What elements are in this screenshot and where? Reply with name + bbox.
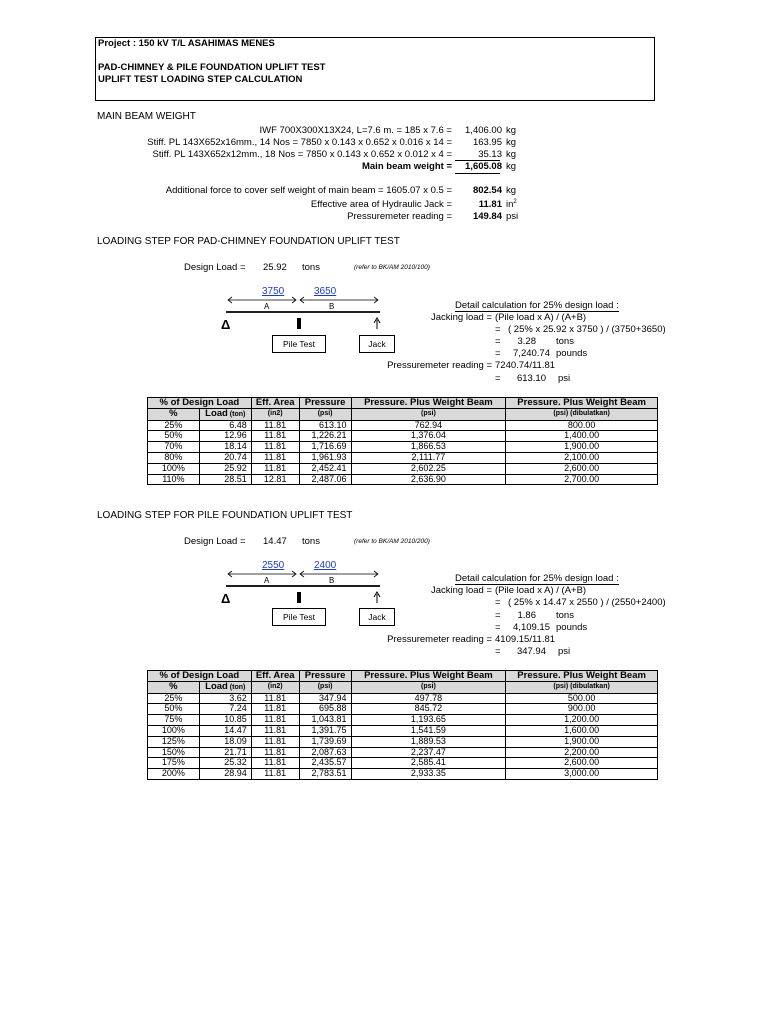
- table-cell: 2,452.41: [299, 463, 351, 474]
- jack-area-value: 11.81: [478, 199, 502, 210]
- table-cell: 1,400.00: [506, 431, 658, 442]
- table-cell: 1,391.75: [299, 725, 351, 736]
- table-cell: 20.74: [199, 452, 251, 463]
- beam-row-unit: kg: [506, 149, 517, 160]
- section1-heading: LOADING STEP FOR PAD-CHIMNEY FOUNDATION UPLIFT TEST: [97, 236, 400, 247]
- pressure-desc: Pressuremeter reading =: [347, 211, 452, 222]
- table-cell: 1,900.00: [506, 442, 658, 453]
- jacking-tons-unit: tons: [556, 610, 574, 621]
- document-subtitle: UPLIFT TEST LOADING STEP CALCULATION: [98, 74, 303, 85]
- table-cell: 28.51: [199, 474, 251, 485]
- beam-row-desc: IWF 700X300X13X24, L=7.6 m. = 185 x 7.6 =: [259, 125, 452, 136]
- table-cell: 2,487.06: [299, 474, 351, 485]
- table-cell: 11.81: [251, 452, 299, 463]
- beam-row-value: 1,406.00: [465, 125, 502, 136]
- eq-sign: =: [495, 336, 501, 347]
- table-cell: 497.78: [351, 693, 506, 704]
- col-subheader: %: [148, 681, 200, 693]
- table-cell: 18.09: [199, 736, 251, 747]
- pressuremeter-psi-value: 613.10: [516, 373, 546, 384]
- eq-sign: =: [495, 646, 501, 657]
- jacking-load-label: Jacking load =: [431, 585, 492, 596]
- table-cell: 28.94: [199, 769, 251, 780]
- col-subheader: (in2): [251, 681, 299, 693]
- project-title: Project : 150 kV T/L ASAHIMAS MENES: [98, 38, 275, 49]
- col-header: Eff. Area: [251, 398, 299, 409]
- table-cell: 11.81: [251, 747, 299, 758]
- col-subheader: (psi): [351, 408, 506, 420]
- table-cell: 347.94: [299, 693, 351, 704]
- col-header: % of Design Load: [148, 671, 252, 682]
- table-cell: 2,200.00: [506, 747, 658, 758]
- eq-sign: =: [495, 597, 501, 608]
- pressuremeter-psi-value: 347.94: [516, 646, 546, 657]
- col-subheader: (in2): [251, 408, 299, 420]
- main-beam-heading: MAIN BEAM WEIGHT: [97, 111, 196, 122]
- table-cell: 2,111.77: [351, 452, 506, 463]
- jacking-pounds-value: 4,109.15: [513, 622, 550, 633]
- table-cell: 2,783.51: [299, 769, 351, 780]
- beam-row-unit: kg: [506, 137, 517, 148]
- table-row: [148, 704, 658, 715]
- table-cell: 175%: [148, 758, 200, 769]
- pressuremeter-formula: 7240.74/11.81: [495, 360, 556, 371]
- table-cell: 200%: [148, 769, 200, 780]
- table-cell: 11.81: [251, 736, 299, 747]
- table-cell: 150%: [148, 747, 200, 758]
- dimension-b-value: 3650: [314, 286, 337, 297]
- design-load-label: Design Load =: [184, 262, 246, 273]
- table-cell: 1,043.81: [299, 715, 351, 726]
- col-subheader: Load (ton): [199, 681, 251, 693]
- jacking-tons-value: 3.28: [517, 336, 536, 347]
- table-row: [148, 769, 658, 780]
- pressuremeter-label: Pressuremeter reading =: [387, 634, 492, 645]
- dimension-a-value: 2550: [262, 560, 285, 571]
- detail-title: Detail calculation for 25% design load :: [455, 300, 619, 311]
- table-cell: 1,739.69: [299, 736, 351, 747]
- table-row: [148, 715, 658, 726]
- col-subheader: (psi) (dibulatkan): [506, 408, 658, 420]
- table-row: [148, 736, 658, 747]
- table-cell: 2,700.00: [506, 474, 658, 485]
- table-cell: 25.32: [199, 758, 251, 769]
- col-subheader: Load (ton): [199, 408, 251, 420]
- table-cell: 11.81: [251, 715, 299, 726]
- table-subheader-row: [148, 681, 658, 693]
- table-cell: 11.81: [251, 725, 299, 736]
- table-cell: 25%: [148, 420, 200, 431]
- col-header: Pressure: [299, 671, 351, 682]
- table-cell: 2,435.57: [299, 758, 351, 769]
- jacking-formula-values: ( 25% x 25.92 x 3750 ) / (3750+3650): [508, 324, 666, 335]
- pressuremeter-formula: 4109.15/11.81: [495, 634, 556, 645]
- beam-row-desc: Stiff. PL 143X652x16mm., 14 Nos = 7850 x 0.143 x 0.652 x 0.016 x 14 =: [147, 137, 452, 148]
- jack-area-desc: Effective area of Hydraulic Jack =: [310, 199, 452, 210]
- table-row: [148, 758, 658, 769]
- table-cell: 3.62: [199, 693, 251, 704]
- table-cell: 1,900.00: [506, 736, 658, 747]
- dimension-b-value: 2400: [314, 560, 337, 571]
- beam-row-unit: kg: [506, 125, 517, 136]
- pressuremeter-psi-unit: psi: [558, 373, 571, 384]
- dimension-b-label: B: [329, 576, 335, 585]
- jacking-formula: (Pile load x A) / (A+B): [495, 312, 587, 323]
- table-cell: 50%: [148, 704, 200, 715]
- table-cell: 2,100.00: [506, 452, 658, 463]
- table-cell: 1,716.69: [299, 442, 351, 453]
- pressure-unit: psi: [506, 211, 519, 222]
- eq-sign: =: [495, 610, 501, 621]
- table-cell: 25.92: [199, 463, 251, 474]
- design-load-label: Design Load =: [184, 536, 246, 547]
- table-cell: 2,600.00: [506, 758, 658, 769]
- col-header: Pressure. Plus Weight Beam: [351, 671, 506, 682]
- table-cell: 11.81: [251, 704, 299, 715]
- pile-test-box: Pile Test: [272, 335, 326, 353]
- table-cell: 11.81: [251, 758, 299, 769]
- pressure-value: 149.84: [472, 211, 502, 222]
- jack-area-unit: $in^2$: [506, 199, 517, 211]
- table-header-row: [148, 671, 658, 682]
- table-row: [148, 747, 658, 758]
- jacking-pounds-unit: pounds: [556, 622, 588, 633]
- table-cell: 695.88: [299, 704, 351, 715]
- table-cell: 12.81: [251, 474, 299, 485]
- beam-row-value: 35.13: [478, 149, 502, 160]
- total-label: Main beam weight =: [361, 161, 452, 172]
- table-row: [148, 725, 658, 736]
- jacking-tons-unit: tons: [556, 336, 574, 347]
- table-cell: 1,600.00: [506, 725, 658, 736]
- svg-text:Δ: Δ: [221, 317, 231, 332]
- table-cell: 75%: [148, 715, 200, 726]
- col-header: Pressure: [299, 398, 351, 409]
- table-cell: 1,961.93: [299, 452, 351, 463]
- detail-title: Detail calculation for 25% design load :: [455, 573, 619, 584]
- jacking-pounds-value: 7,240.74: [513, 348, 550, 359]
- additional-unit: kg: [506, 185, 517, 196]
- col-header: % of Design Load: [148, 398, 252, 409]
- table-cell: 70%: [148, 442, 200, 453]
- reference-note: (refer to BK/AM 2010/200): [354, 538, 430, 545]
- table-cell: 125%: [148, 736, 200, 747]
- table-cell: 14.47: [199, 725, 251, 736]
- total-unit: kg: [506, 161, 517, 172]
- svg-text:Δ: Δ: [221, 591, 231, 606]
- table-cell: 11.81: [251, 463, 299, 474]
- jack-box: Jack: [359, 335, 395, 353]
- table-cell: 1,866.53: [351, 442, 506, 453]
- pressuremeter-label: Pressuremeter reading =: [387, 360, 492, 371]
- dimension-b-label: B: [329, 302, 335, 311]
- table-cell: 18.14: [199, 442, 251, 453]
- jacking-formula-values: ( 25% x 14.47 x 2550 ) / (2550+2400): [508, 597, 666, 608]
- dimension-a-label: A: [264, 302, 270, 311]
- table-cell: 2,933.35: [351, 769, 506, 780]
- table-cell: 1,889.53: [351, 736, 506, 747]
- jack-box: Jack: [359, 608, 395, 626]
- eq-sign: =: [495, 373, 501, 384]
- table-cell: 11.81: [251, 420, 299, 431]
- table-row: [148, 693, 658, 704]
- additional-value: 802.54: [472, 185, 502, 196]
- document-title: PAD-CHIMNEY & PILE FOUNDATION UPLIFT TEST: [98, 62, 326, 73]
- table-cell: 7.24: [199, 704, 251, 715]
- table-cell: 6.48: [199, 420, 251, 431]
- table-cell: 613.10: [299, 420, 351, 431]
- table-cell: 25%: [148, 693, 200, 704]
- pressuremeter-psi-unit: psi: [558, 646, 571, 657]
- col-subheader: (psi): [299, 681, 351, 693]
- col-subheader: (psi) (dibulatkan): [506, 681, 658, 693]
- table-cell: 10.85: [199, 715, 251, 726]
- eq-sign: =: [495, 324, 501, 335]
- jacking-tons-value: 1.86: [517, 610, 536, 621]
- col-header: Eff. Area: [251, 671, 299, 682]
- design-load-value: 25.92: [263, 262, 287, 273]
- beam-row-value: 163.95: [472, 137, 502, 148]
- table-cell: 2,602.25: [351, 463, 506, 474]
- dimension-a-label: A: [264, 576, 270, 585]
- table-cell: 11.81: [251, 431, 299, 442]
- table-cell: 2,087.63: [299, 747, 351, 758]
- table-cell: 1,193.65: [351, 715, 506, 726]
- jacking-formula: (Pile load x A) / (A+B): [495, 585, 587, 596]
- table-cell: 11.81: [251, 693, 299, 704]
- eq-sign: =: [495, 348, 501, 359]
- beam-row-desc: Stiff. PL 143X652x12mm., 18 Nos = 7850 x 0.143 x 0.652 x 0.012 x 4 =: [152, 149, 452, 160]
- table-cell: 2,237.47: [351, 747, 506, 758]
- col-header: Pressure. Plus Weight Beam: [506, 398, 658, 409]
- col-header: Pressure. Plus Weight Beam: [506, 671, 658, 682]
- section2-heading: LOADING STEP FOR PILE FOUNDATION UPLIFT TEST: [97, 510, 353, 521]
- table-cell: 11.81: [251, 442, 299, 453]
- table-cell: 1,226.21: [299, 431, 351, 442]
- table-cell: 12.96: [199, 431, 251, 442]
- jacking-pounds-unit: pounds: [556, 348, 588, 359]
- table-cell: 2,600.00: [506, 463, 658, 474]
- table-cell: 1,376.04: [351, 431, 506, 442]
- table-cell: 1,541.59: [351, 725, 506, 736]
- table-cell: 80%: [148, 452, 200, 463]
- table-cell: 3,000.00: [506, 769, 658, 780]
- table-cell: 2,636.90: [351, 474, 506, 485]
- col-subheader: %: [148, 408, 200, 420]
- table-cell: 110%: [148, 474, 200, 485]
- table-cell: 100%: [148, 463, 200, 474]
- dimension-a-value: 3750: [262, 286, 285, 297]
- col-subheader: (psi): [299, 408, 351, 420]
- table-cell: 1,200.00: [506, 715, 658, 726]
- table-cell: 11.81: [251, 769, 299, 780]
- design-load-unit: tons: [302, 262, 320, 273]
- additional-desc: Additional force to cover self weight of main beam = 1605.07 x 0.5 =: [165, 185, 452, 196]
- total-value: 1,605.08: [465, 161, 502, 172]
- table-cell: 500.00: [506, 693, 658, 704]
- table-cell: 2,585.41: [351, 758, 506, 769]
- jacking-load-label: Jacking load =: [431, 312, 492, 323]
- pile-test-box: Pile Test: [272, 608, 326, 626]
- design-load-value: 14.47: [263, 536, 287, 547]
- table-cell: 50%: [148, 431, 200, 442]
- design-load-unit: tons: [302, 536, 320, 547]
- eq-sign: =: [495, 622, 501, 633]
- table-cell: 100%: [148, 725, 200, 736]
- table-cell: 900.00: [506, 704, 658, 715]
- table-cell: 21.71: [199, 747, 251, 758]
- table-cell: 800.00: [506, 420, 658, 431]
- reference-note: (refer to BK/AM 2010/100): [354, 264, 430, 271]
- col-header: Pressure. Plus Weight Beam: [351, 398, 506, 409]
- col-subheader: (psi): [351, 681, 506, 693]
- loading-step-table-2: [147, 670, 658, 780]
- table-cell: 845.72: [351, 704, 506, 715]
- table-cell: 762.94: [351, 420, 506, 431]
